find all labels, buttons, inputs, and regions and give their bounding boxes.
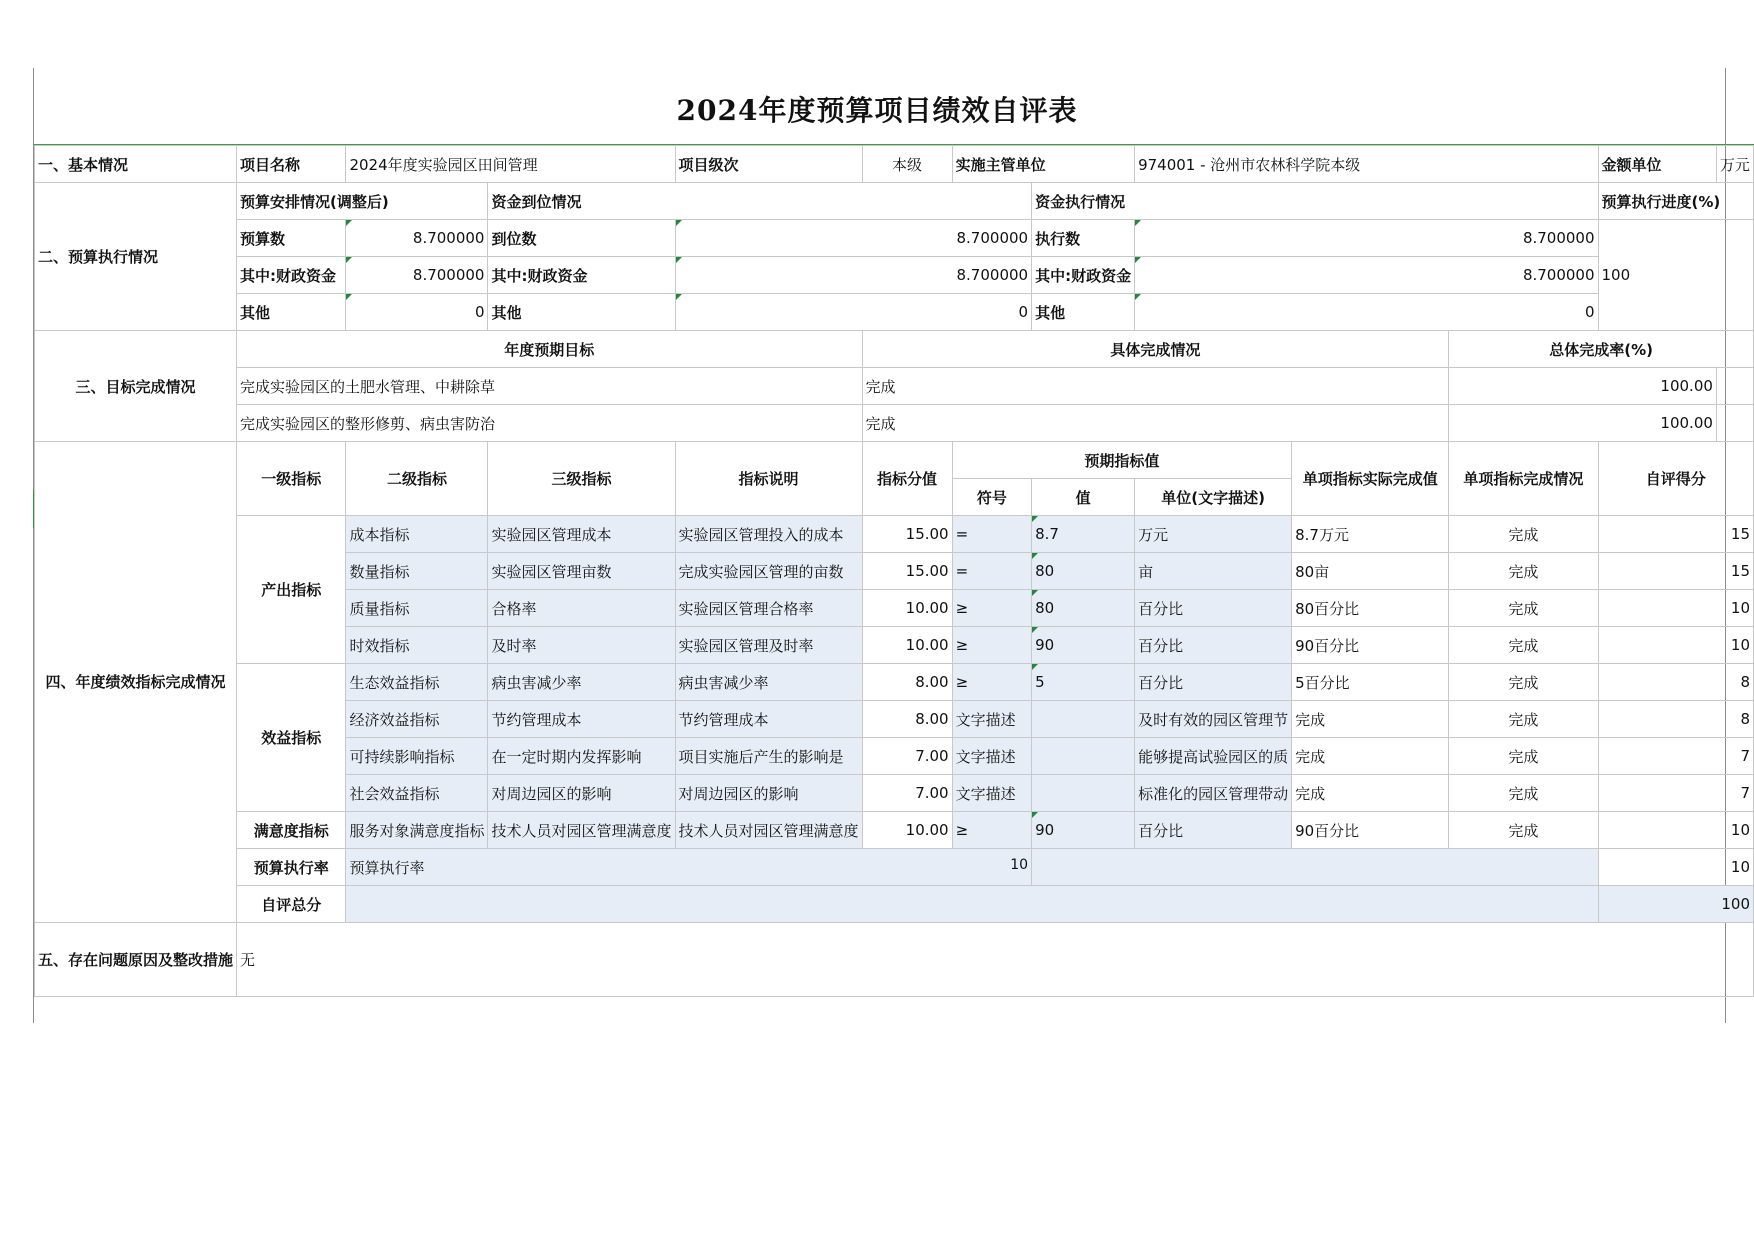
- value-cell[interactable]: 8.7: [1032, 516, 1135, 553]
- value-cell[interactable]: [1032, 701, 1135, 738]
- level2-cell[interactable]: 质量指标: [346, 590, 488, 627]
- total-row: [35, 886, 1754, 923]
- level2-header: 二级指标: [346, 442, 488, 516]
- value-cell[interactable]: 80: [1032, 553, 1135, 590]
- level2-cell[interactable]: 服务对象满意度指标: [346, 812, 488, 849]
- status-cell[interactable]: 完成: [1449, 553, 1598, 590]
- desc-cell[interactable]: 项目实施后产生的影响是: [675, 738, 862, 775]
- self-score-cell[interactable]: 10: [1598, 627, 1753, 664]
- score-cell[interactable]: 7.00: [862, 775, 952, 812]
- actual-cell[interactable]: 完成: [1292, 738, 1449, 775]
- status-cell[interactable]: 完成: [1449, 664, 1598, 701]
- level3-cell[interactable]: 技术人员对园区管理满意度: [488, 812, 675, 849]
- goal-rate[interactable]: 100.00: [1449, 368, 1717, 405]
- desc-cell[interactable]: 技术人员对园区管理满意度: [675, 812, 862, 849]
- issues-value[interactable]: 无: [237, 923, 1754, 997]
- value-cell[interactable]: 5: [1032, 664, 1135, 701]
- value-cell[interactable]: [1032, 775, 1135, 812]
- desc-cell[interactable]: 实验园区管理合格率: [675, 590, 862, 627]
- value-cell[interactable]: [1032, 738, 1135, 775]
- unit-label: 实施主管单位: [952, 146, 1134, 183]
- plan-value[interactable]: 0: [346, 294, 488, 331]
- status-cell[interactable]: 完成: [1449, 775, 1598, 812]
- empty-cell: [1716, 405, 1753, 442]
- self-score-cell[interactable]: 10: [1598, 812, 1753, 849]
- unit-cell[interactable]: 百分比: [1135, 664, 1292, 701]
- score-cell[interactable]: 10.00: [862, 627, 952, 664]
- project-name-label: 项目名称: [237, 146, 346, 183]
- plan-value[interactable]: 8.700000: [346, 220, 488, 257]
- level3-cell[interactable]: 实验园区管理成本: [488, 516, 675, 553]
- exec-rate-empty: [1032, 849, 1598, 886]
- level2-cell[interactable]: 可持续影响指标: [346, 738, 488, 775]
- cell-flag: [1135, 257, 1141, 263]
- self-score-cell[interactable]: 15: [1598, 516, 1753, 553]
- exec-label: 其中:财政资金: [1032, 257, 1135, 294]
- self-score-cell[interactable]: 8: [1598, 664, 1753, 701]
- value-cell[interactable]: 90: [1032, 812, 1135, 849]
- actual-cell[interactable]: 完成: [1292, 775, 1449, 812]
- project-level-label: 项目级次: [675, 146, 862, 183]
- unit-cell[interactable]: 百分比: [1135, 590, 1292, 627]
- exec-rate-text: 预算执行率: [349, 858, 425, 877]
- level2-cell[interactable]: 社会效益指标: [346, 775, 488, 812]
- level3-cell[interactable]: 对周边园区的影响: [488, 775, 675, 812]
- plan-label: 其他: [237, 294, 346, 331]
- page-title: 2024年度预算项目绩效自评表: [676, 94, 1078, 127]
- annual-goal-header: 年度预期目标: [237, 331, 863, 368]
- self-score-cell[interactable]: 7: [1598, 738, 1753, 775]
- level3-cell[interactable]: 及时率: [488, 627, 675, 664]
- score-cell[interactable]: 10.00: [862, 812, 952, 849]
- level3-cell[interactable]: 在一定时期内发挥影响: [488, 738, 675, 775]
- self-score-cell[interactable]: 15: [1598, 553, 1753, 590]
- cell-flag: [346, 257, 352, 263]
- section-issues: 五、存在问题原因及整改措施: [35, 923, 237, 997]
- desc-cell[interactable]: 病虫害减少率: [675, 664, 862, 701]
- score-cell[interactable]: 8.00: [862, 701, 952, 738]
- exec-value[interactable]: 8.700000: [1135, 257, 1598, 294]
- cell-flag: [676, 220, 682, 226]
- exec-rate-score: 10: [1010, 856, 1029, 873]
- plan-header: 预算安排情况(调整后): [237, 183, 488, 220]
- cell-flag: [676, 257, 682, 263]
- level1-output: 产出指标: [237, 516, 346, 664]
- exec-rate-self[interactable]: 10: [1598, 849, 1753, 886]
- project-name-value[interactable]: 2024年度实验园区田间管理: [346, 146, 675, 183]
- self-score-header: 自评得分: [1598, 442, 1753, 516]
- plan-label: 其中:财政资金: [237, 257, 346, 294]
- empty-cell: [1716, 368, 1753, 405]
- actual-cell[interactable]: 5百分比: [1292, 664, 1449, 701]
- exec-label: 其他: [1032, 294, 1135, 331]
- actual-cell[interactable]: 完成: [1292, 701, 1449, 738]
- cell-flag: [1032, 553, 1038, 559]
- cell-flag: [1032, 627, 1038, 633]
- total-value[interactable]: 100: [1598, 886, 1753, 923]
- unit-value[interactable]: 974001 - 沧州市农林科学院本级: [1135, 146, 1598, 183]
- total-empty: [346, 886, 1598, 923]
- symbol-cell[interactable]: ≥: [952, 812, 1031, 849]
- goal-text[interactable]: 完成实验园区的土肥水管理、中耕除草: [237, 368, 863, 405]
- status-header: 单项指标完成情况: [1449, 442, 1598, 516]
- self-score-cell[interactable]: 8: [1598, 701, 1753, 738]
- desc-cell[interactable]: 对周边园区的影响: [675, 775, 862, 812]
- desc-header: 指标说明: [675, 442, 862, 516]
- level3-cell[interactable]: 病虫害减少率: [488, 664, 675, 701]
- cell-flag: [346, 220, 352, 226]
- score-cell[interactable]: 15.00: [862, 553, 952, 590]
- cell-flag: [1032, 516, 1038, 522]
- score-header: 指标分值: [862, 442, 952, 516]
- goal-row: [35, 368, 1754, 405]
- indicator-row: [35, 812, 1754, 849]
- status-cell[interactable]: 完成: [1449, 701, 1598, 738]
- symbol-cell[interactable]: =: [952, 553, 1031, 590]
- basic-info-row: [35, 146, 1754, 183]
- value-cell[interactable]: 90: [1032, 627, 1135, 664]
- level3-cell[interactable]: 实验园区管理亩数: [488, 553, 675, 590]
- total-label: 自评总分: [237, 886, 346, 923]
- symbol-cell[interactable]: 文字描述: [952, 738, 1031, 775]
- status-cell[interactable]: 完成: [1449, 516, 1598, 553]
- level3-header: 三级指标: [488, 442, 675, 516]
- exec-label: 执行数: [1032, 220, 1135, 257]
- symbol-cell[interactable]: ≥: [952, 627, 1031, 664]
- issues-row: [35, 923, 1754, 997]
- actual-cell[interactable]: 80百分比: [1292, 590, 1449, 627]
- arrive-label: 其中:财政资金: [488, 257, 675, 294]
- arrive-header: 资金到位情况: [488, 183, 1032, 220]
- unit-cell[interactable]: 能够提高试验园区的质: [1135, 738, 1292, 775]
- section-indicators: 四、年度绩效指标完成情况: [35, 442, 237, 923]
- plan-label: 预算数: [237, 220, 346, 257]
- section-goals: 三、目标完成情况: [35, 331, 237, 442]
- level3-cell[interactable]: 节约管理成本: [488, 701, 675, 738]
- level1-header: 一级指标: [237, 442, 346, 516]
- detail-header: 具体完成情况: [862, 331, 1449, 368]
- status-cell[interactable]: 完成: [1449, 738, 1598, 775]
- arrive-value[interactable]: 8.700000: [675, 257, 1032, 294]
- unit-cell[interactable]: 及时有效的园区管理节: [1135, 701, 1292, 738]
- unit-cell[interactable]: 百分比: [1135, 627, 1292, 664]
- level2-cell[interactable]: 成本指标: [346, 516, 488, 553]
- evaluation-table: [34, 145, 1754, 997]
- exec-value[interactable]: 0: [1135, 294, 1598, 331]
- symbol-cell[interactable]: ≥: [952, 664, 1031, 701]
- money-unit-value[interactable]: 万元: [1716, 146, 1753, 183]
- budget-row: [35, 220, 1754, 257]
- exec-rate-label: 预算执行率: [237, 849, 346, 886]
- score-cell[interactable]: 10.00: [862, 590, 952, 627]
- value-cell[interactable]: 80: [1032, 590, 1135, 627]
- desc-cell[interactable]: 完成实验园区管理的亩数: [675, 553, 862, 590]
- arrive-label: 其他: [488, 294, 675, 331]
- cell-flag: [1032, 812, 1038, 818]
- indicator-header-row: [35, 442, 1754, 479]
- symbol-cell[interactable]: =: [952, 516, 1031, 553]
- cell-flag: [676, 294, 682, 300]
- actual-cell[interactable]: 8.7万元: [1292, 516, 1449, 553]
- section-basic: 一、基本情况: [35, 146, 237, 183]
- exec-value[interactable]: 8.700000: [1135, 220, 1598, 257]
- exec-rate-l2[interactable]: [346, 849, 1032, 886]
- cell-flag: [1135, 220, 1141, 226]
- goal-detail[interactable]: 完成: [862, 405, 1449, 442]
- level2-cell[interactable]: 经济效益指标: [346, 701, 488, 738]
- goal-text[interactable]: 完成实验园区的整形修剪、病虫害防治: [237, 405, 863, 442]
- score-cell[interactable]: 7.00: [862, 738, 952, 775]
- level2-cell[interactable]: 数量指标: [346, 553, 488, 590]
- unit-cell[interactable]: 标准化的园区管理带动: [1135, 775, 1292, 812]
- level2-cell[interactable]: 时效指标: [346, 627, 488, 664]
- self-score-cell[interactable]: 7: [1598, 775, 1753, 812]
- symbol-header: 符号: [952, 479, 1031, 516]
- section-budget: 二、预算执行情况: [35, 183, 237, 331]
- money-unit-label: 金额单位: [1598, 146, 1716, 183]
- rate-header: 总体完成率(%): [1449, 331, 1754, 368]
- arrive-label: 到位数: [488, 220, 675, 257]
- symbol-cell[interactable]: 文字描述: [952, 775, 1031, 812]
- level2-cell[interactable]: 生态效益指标: [346, 664, 488, 701]
- level1-benefit: 效益指标: [237, 664, 346, 812]
- progress-value[interactable]: 100: [1598, 220, 1753, 331]
- budget-header-row: [35, 183, 1754, 220]
- actual-cell[interactable]: 90百分比: [1292, 627, 1449, 664]
- cell-flag: [1135, 294, 1141, 300]
- actual-cell[interactable]: 90百分比: [1292, 812, 1449, 849]
- symbol-cell[interactable]: ≥: [952, 590, 1031, 627]
- score-cell[interactable]: 15.00: [862, 516, 952, 553]
- status-cell[interactable]: 完成: [1449, 812, 1598, 849]
- goal-detail[interactable]: 完成: [862, 368, 1449, 405]
- symbol-cell[interactable]: 文字描述: [952, 701, 1031, 738]
- goal-row: [35, 405, 1754, 442]
- indicator-row: [35, 664, 1754, 701]
- cell-flag: [1032, 590, 1038, 596]
- value-header: 值: [1032, 479, 1135, 516]
- arrive-value[interactable]: 0: [675, 294, 1032, 331]
- unit-cell[interactable]: 亩: [1135, 553, 1292, 590]
- exec-header: 资金执行情况: [1032, 183, 1598, 220]
- indicator-row: [35, 516, 1754, 553]
- exec-rate-row: [35, 849, 1754, 886]
- arrive-value[interactable]: 8.700000: [675, 220, 1032, 257]
- budget-row: [35, 294, 1754, 331]
- level3-cell[interactable]: 合格率: [488, 590, 675, 627]
- self-score-cell[interactable]: 10: [1598, 590, 1753, 627]
- unit-cell[interactable]: 万元: [1135, 516, 1292, 553]
- desc-cell[interactable]: 实验园区管理投入的成本: [675, 516, 862, 553]
- score-cell[interactable]: 8.00: [862, 664, 952, 701]
- desc-cell[interactable]: 节约管理成本: [675, 701, 862, 738]
- goal-rate[interactable]: 100.00: [1449, 405, 1717, 442]
- unit-cell[interactable]: 百分比: [1135, 812, 1292, 849]
- status-cell[interactable]: 完成: [1449, 627, 1598, 664]
- cell-flag: [1032, 664, 1038, 670]
- goals-header-row: [35, 331, 1754, 368]
- level1-satisfaction: 满意度指标: [237, 812, 346, 849]
- status-cell[interactable]: 完成: [1449, 590, 1598, 627]
- actual-cell[interactable]: 80亩: [1292, 553, 1449, 590]
- project-level-value[interactable]: 本级: [862, 146, 952, 183]
- plan-value[interactable]: 8.700000: [346, 257, 488, 294]
- budget-row: [35, 257, 1754, 294]
- progress-header: 预算执行进度(%): [1598, 183, 1753, 220]
- unit-header: 单位(文字描述): [1135, 479, 1292, 516]
- cell-flag: [346, 294, 352, 300]
- expected-header: 预期指标值: [952, 442, 1291, 479]
- actual-header: 单项指标实际完成值: [1292, 442, 1449, 516]
- desc-cell[interactable]: 实验园区管理及时率: [675, 627, 862, 664]
